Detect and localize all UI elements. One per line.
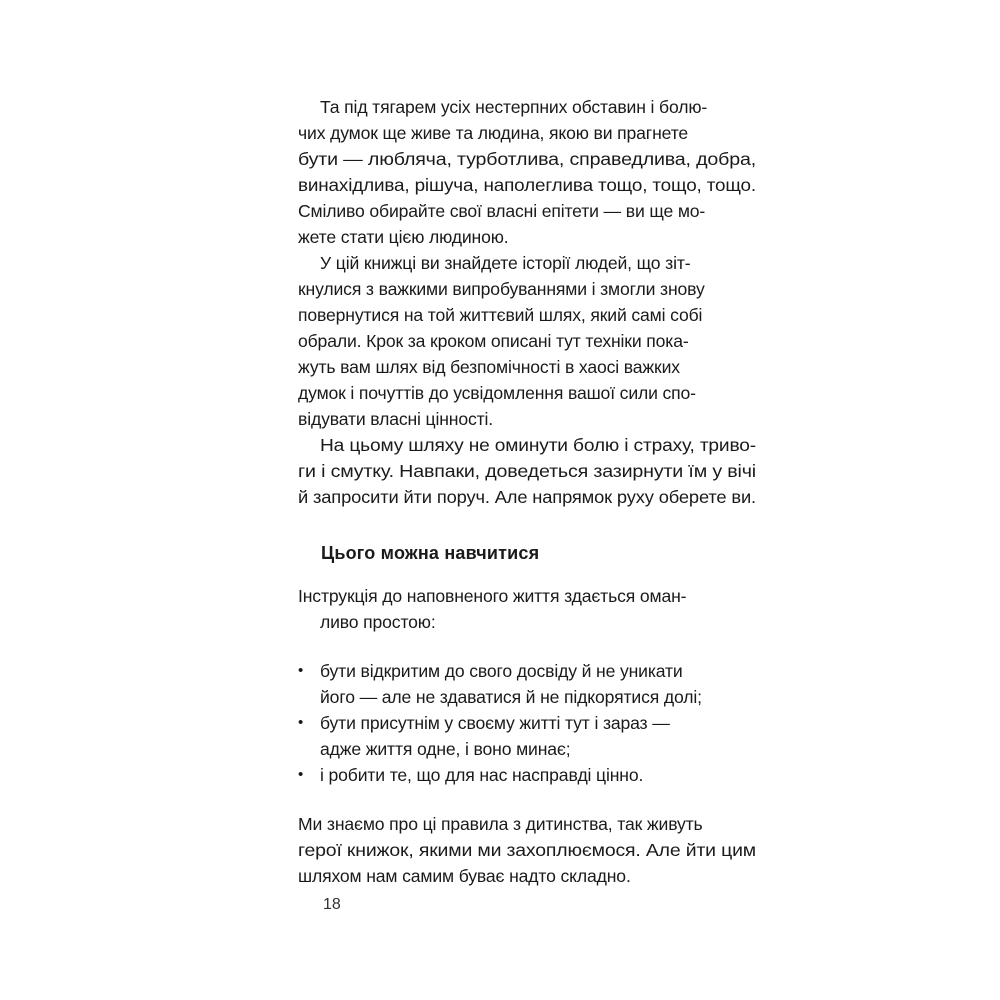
paragraph-line: ги і смутку. Навпаки, доведеться зазирнути їм у вічі bbox=[298, 461, 756, 481]
paragraph-line: повернутися на той життєвий шлях, який самі собі bbox=[298, 305, 703, 325]
paragraph-line: шляхом нам самим буває надто складно. bbox=[298, 866, 631, 886]
paragraph-line: відувати власні цінності. bbox=[298, 409, 494, 429]
list-item: бути відкритим до свого досвіду й не уникати bbox=[320, 661, 683, 681]
paragraph-line: жуть вам шлях від безпомічності в хаосі важких bbox=[298, 357, 680, 377]
paragraph-line: Ми знаємо про ці правила з дитинства, так живуть bbox=[298, 814, 703, 834]
list-item: і робити те, що для нас насправді цінно. bbox=[320, 765, 644, 785]
intro-line: ливо простою: bbox=[320, 612, 436, 632]
page-number: 18 bbox=[323, 896, 341, 913]
bullet-marker: • bbox=[298, 766, 304, 783]
paragraph-line: бути — любляча, турботлива, справедлива, добра, bbox=[298, 149, 756, 169]
paragraph-line: У цій книжці ви знайдете історії людей, що зіт- bbox=[320, 253, 691, 273]
section-heading: Цього можна навчитися bbox=[321, 543, 540, 563]
bullet-marker: • bbox=[298, 662, 304, 679]
paragraph-line: чих думок ще живе та людина, якою ви прагнете bbox=[298, 123, 689, 143]
paragraph-line: винахідлива, рішуча, наполеглива тощо, тощо, тощо. bbox=[298, 175, 756, 195]
paragraph-line: й запросити йти поруч. Але напрямок руху оберете ви. bbox=[298, 487, 756, 507]
list-item: бути присутнім у своєму житті тут і зараз — bbox=[320, 713, 670, 733]
intro-line: Інструкція до наповненого життя здається оман- bbox=[298, 586, 687, 606]
paragraph-line: кнулися з важкими випробуваннями і змогли знову bbox=[298, 279, 705, 299]
paragraph-line: обрали. Крок за кроком описані тут техніки пока- bbox=[298, 331, 689, 351]
paragraph-line: думок і почуттів до усвідомлення вашої сили спо- bbox=[298, 383, 696, 403]
paragraph-line: жете стати цією людиною. bbox=[298, 227, 509, 247]
paragraph-line: Сміливо обирайте свої власні епітети — ви ще мо- bbox=[298, 201, 706, 221]
bullet-marker: • bbox=[298, 714, 304, 731]
paragraph-line: герої книжок, якими ми захоплюємося. Але йти цим bbox=[298, 840, 756, 860]
paragraph-line: Та під тягарем усіх нестерпних обставин і болю- bbox=[320, 97, 708, 117]
paragraph-line: На цьому шляху не оминути болю і страху, триво- bbox=[320, 435, 756, 455]
list-item: його — але не здаватися й не підкорятися долі; bbox=[320, 687, 702, 707]
list-item: адже життя одне, і воно минає; bbox=[320, 739, 571, 759]
